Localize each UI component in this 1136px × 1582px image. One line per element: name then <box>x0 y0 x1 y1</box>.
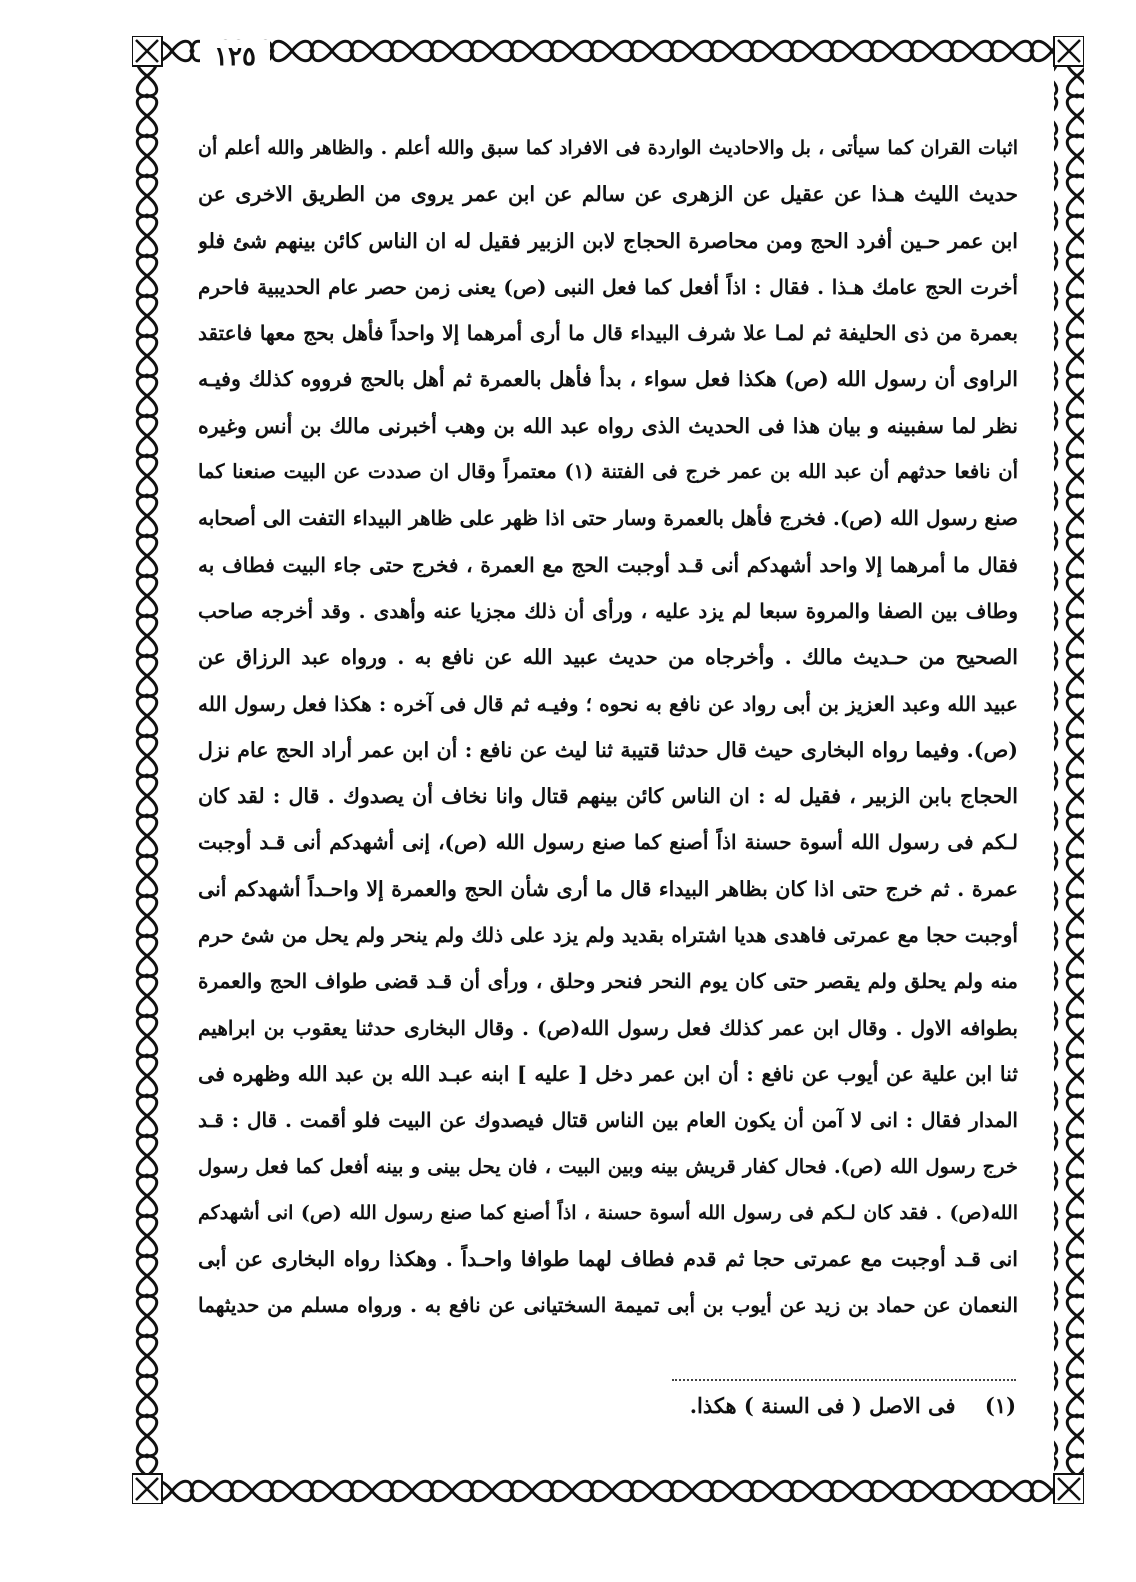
text-line: الراوى أن رسول الله (ص) هكذا فعل سواء ، بدأ فأهل بالعمرة ثم أهل بالحج فرووه كذلك وفيـه <box>198 367 1018 392</box>
text-line: ثنا ابن علية عن أيوب عن نافع : أن ابن عمر دخل [ عليه ] ابنه عبـد الله بن عبد الله وظهره فى <box>198 1061 1018 1086</box>
text-line: (ص). وفيما رواه البخارى حيث قال حدثنا قتيبة ثنا ليث عن نافع : أن ابن عمر أراد الحج عام نزل <box>198 737 1018 762</box>
text-line: بطوافه الاول . وقال ابن عمر كذلك فعل رسول الله(ص) . وقال البخارى حدثنا يعقوب بن ابراهيم <box>198 1015 1018 1040</box>
main-text <box>198 125 1018 1329</box>
footnote-text: فى الاصل ( فى السنة ) هكذا. <box>689 1393 956 1418</box>
text-line: عمرة . ثم خرج حتى اذا كان بظاهر البيداء قال ما أرى شأن الحج والعمرة إلا واحـداً أشهدكم أنى <box>198 876 1018 901</box>
text-line: بعمرة من ذى الحليفة ثم لمـا علا شرف البيداء قال ما أرى أمرهما إلا واحداً فأهل بحج معها فاعتقد <box>198 321 1018 346</box>
text-line: الله(ص) . فقد كان لـكم فى رسول الله أسوة حسنة ، اذاً أصنع كما صنع رسول الله (ص) انى أشهدكم <box>198 1201 1018 1224</box>
text-line: نظر لما سفبينه و بيان هذا فى الحديث الذى رواه عبد الله بن وهب أخبرنى مالك بن أنس وغيره <box>198 413 1018 438</box>
text-line: منه ولم يحلق ولم يقصر حتى كان يوم النحر فنحر وحلق ، ورأى أن قـد قضى طواف الحج والعمرة <box>198 969 1018 994</box>
text-line: عبيد الله وعبد العزيز بن أبى رواد عن نافع به نحوه ؛ وفيـه ثم قال فى آخره : هكذا فعل رسول الله <box>198 691 1018 716</box>
footnote-marker: (١) <box>984 1393 1016 1418</box>
text-line: فقال ما أمرهما إلا واحد أشهدكم أنى قـد أوجبت الحج مع العمرة ، فخرج حتى جاء البيت فطاف به <box>198 552 1018 577</box>
footnote-separator <box>672 1379 1016 1381</box>
footnote <box>500 1386 1016 1426</box>
text-line: أن نافعا حدثهم أن عبد الله بن عمر خرج فى الفتنة (١) معتمراً وقال ان صددت عن البيت صنعنا كما <box>198 460 1018 484</box>
text-line: المدار فقال : انى لا آمن أن يكون العام بين الناس قتال فيصدوك عن البيت فلو أقمت . قال : قـد <box>198 1108 1018 1133</box>
text-line: صنع رسول الله (ص). فخرج فأهل بالعمرة وسار حتى اذا ظهر على ظاهر البيداء التفت الى أصحابه <box>198 506 1018 531</box>
text-line: الصحيح من حـديث مالك . وأخرجاه من حديث عبيد الله عن نافع به . ورواه عبد الرزاق عن <box>198 645 1018 670</box>
page-number: ١٢٥ <box>200 40 270 74</box>
text-line: حديث الليث هـذا عن عقيل عن الزهرى عن سالم عن ابن عمر يروى من الطريق الاخرى عن <box>198 182 1018 207</box>
text-line: أخرت الحج عامك هـذا . فقال : اذاً أفعل كما فعل النبى (ص) يعنى زمن حصر عام الحديبية فاحرم <box>198 274 1018 299</box>
text-line: خرج رسول الله (ص). فحال كفار قريش بينه وبين البيت ، فان يحل بينى و بينه أفعل كما فعل رسول <box>198 1154 1018 1178</box>
text-line: لـكم فى رسول الله أسوة حسنة اذاً أصنع كما صنع رسول الله (ص)، إنى أشهدكم أنى قـد أوجبت <box>198 830 1018 855</box>
text-line: ابن عمر حـين أفرد الحج ومن محاصرة الحجاج لابن الزبير فقيل له ان الناس كائن بينهم شئ فلو <box>198 228 1018 253</box>
text-line: أوجبت حجا مع عمرتى فاهدى هديا اشتراه بقديد ولم يزد على ذلك ولم ينحر ولم يحل من شئ حرم <box>198 923 1018 948</box>
text-line: الحجاج بابن الزبير ، فقيل له : ان الناس كائن بينهم قتال وانا نخاف أن يصدوك . قال : لقد كان <box>198 784 1018 809</box>
text-line: النعمان عن حماد بن زيد عن أيوب بن أبى تميمة السختيانى عن نافع به . ورواه مسلم من حديثهما <box>198 1293 1018 1318</box>
text-line: وطاف بين الصفا والمروة سبعا لم يزد عليه ، ورأى أن ذلك مجزيا عنه وأهدى . وقد أخرجه صاحب <box>198 598 1018 623</box>
text-line: انى قـد أوجبت مع عمرتى حجا ثم قدم فطاف لهما طوافا واحـداً . وهكذا رواه البخارى عن أبى <box>198 1247 1018 1272</box>
text-line: اثبات القران كما سيأتى ، بل والاحاديث الواردة فى الافراد كما سبق والله أعلم . والظاهر والله أعلم أن <box>198 137 1018 159</box>
